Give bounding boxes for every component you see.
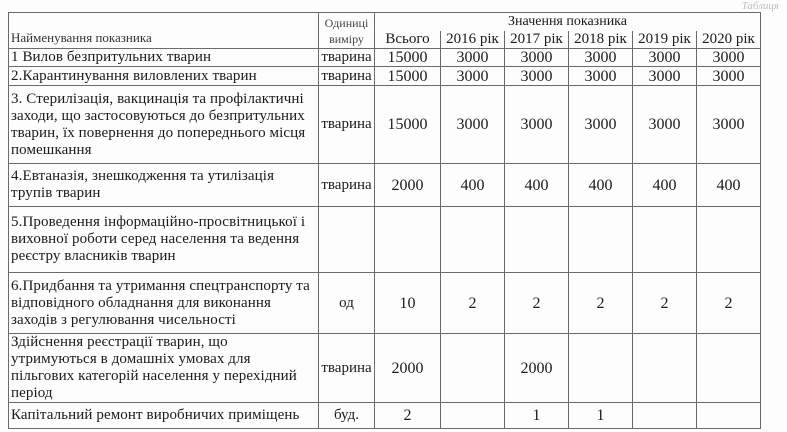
- value-2020: [697, 403, 761, 429]
- value-2018: 3000: [569, 49, 633, 67]
- value-2019: 2: [633, 273, 697, 334]
- table-row: [9, 86, 761, 164]
- row-name: 2.Карантинування виловлених тварин: [9, 67, 319, 86]
- header-values-group: Значення показника: [375, 13, 761, 32]
- value-total: 2000: [375, 164, 441, 207]
- row-name: 6.Придбання та утримання спецтранспорту та відповідного обладнання для виконання заходів з регулювання чисельності: [9, 273, 319, 334]
- row-unit: од: [319, 273, 375, 334]
- table-row: [9, 49, 761, 67]
- row-unit: тварина: [319, 334, 375, 403]
- value-2019: [633, 207, 697, 273]
- value-total: 15000: [375, 67, 441, 86]
- indicators-table: [8, 12, 761, 429]
- value-2020: [697, 334, 761, 403]
- row-unit: тварина: [319, 164, 375, 207]
- header-unit: Одиниці виміру: [319, 13, 375, 49]
- value-2016: 3000: [441, 67, 505, 86]
- header-indicator-name: Найменування показника: [9, 13, 319, 49]
- value-2019: 3000: [633, 67, 697, 86]
- value-2020: 400: [697, 164, 761, 207]
- header-year-2020: 2020 рік: [697, 31, 761, 49]
- value-2020: 3000: [697, 49, 761, 67]
- value-2018: 3000: [569, 86, 633, 164]
- value-2017: 400: [505, 164, 569, 207]
- value-2016: [441, 403, 505, 429]
- value-2019: 400: [633, 164, 697, 207]
- value-total: 15000: [375, 86, 441, 164]
- value-2016: [441, 207, 505, 273]
- table-row: [9, 403, 761, 429]
- value-2018: 2: [569, 273, 633, 334]
- row-unit: тварина: [319, 67, 375, 86]
- value-2019: [633, 334, 697, 403]
- value-2018: [569, 207, 633, 273]
- header-year-2019: 2019 рік: [633, 31, 697, 49]
- row-name: 4.Евтаназія, знешкодження та утилізація трупів тварин: [9, 164, 319, 207]
- row-unit: тварина: [319, 86, 375, 164]
- table-row: [9, 164, 761, 207]
- value-2020: 3000: [697, 86, 761, 164]
- value-2016: 2: [441, 273, 505, 334]
- table-row: [9, 67, 761, 86]
- value-2020: 2: [697, 273, 761, 334]
- header-year-2016: 2016 рік: [441, 31, 505, 49]
- value-total: 2: [375, 403, 441, 429]
- value-2018: 1: [569, 403, 633, 429]
- value-2017: 2000: [505, 334, 569, 403]
- row-name: Капітальний ремонт виробничих приміщень: [9, 403, 319, 429]
- value-2018: 3000: [569, 67, 633, 86]
- table-number-label: Таблиця: [741, 0, 779, 12]
- value-2018: 400: [569, 164, 633, 207]
- header-total: Всього: [375, 31, 441, 49]
- value-2019: 3000: [633, 86, 697, 164]
- value-2016: 3000: [441, 86, 505, 164]
- header-year-2017: 2017 рік: [505, 31, 569, 49]
- header-year-2018: 2018 рік: [569, 31, 633, 49]
- row-name: 1 Вилов безпритульних тварин: [9, 49, 319, 67]
- value-2018: [569, 334, 633, 403]
- value-2016: 400: [441, 164, 505, 207]
- value-2020: [697, 207, 761, 273]
- row-name: 3. Стерилізація, вакцинація та профілактичні заходи, що застосовуються до безпритульних тварин, їх повернення до попереднього місця помешкання: [9, 86, 319, 164]
- value-2017: [505, 207, 569, 273]
- row-name: Здійснення реєстрації тварин, що утримуються в домашніх умовах для пільгових категорій населення у перехідний період: [9, 334, 319, 403]
- value-2017: 2: [505, 273, 569, 334]
- row-name: 5.Проведення інформаційно-просвітницької і виховної роботи серед населення та ведення реєстру власників тварин: [9, 207, 319, 273]
- value-2020: 3000: [697, 67, 761, 86]
- row-unit: [319, 207, 375, 273]
- value-2017: 3000: [505, 86, 569, 164]
- value-2017: 1: [505, 403, 569, 429]
- value-2019: 3000: [633, 49, 697, 67]
- value-total: 15000: [375, 49, 441, 67]
- value-2016: [441, 334, 505, 403]
- table-row: [9, 334, 761, 403]
- table-row: [9, 273, 761, 334]
- value-total: 2000: [375, 334, 441, 403]
- value-total: [375, 207, 441, 273]
- row-unit: тварина: [319, 49, 375, 67]
- table-row: [9, 207, 761, 273]
- row-unit: буд.: [319, 403, 375, 429]
- value-2017: 3000: [505, 49, 569, 67]
- value-2019: [633, 403, 697, 429]
- value-2017: 3000: [505, 67, 569, 86]
- value-total: 10: [375, 273, 441, 334]
- value-2016: 3000: [441, 49, 505, 67]
